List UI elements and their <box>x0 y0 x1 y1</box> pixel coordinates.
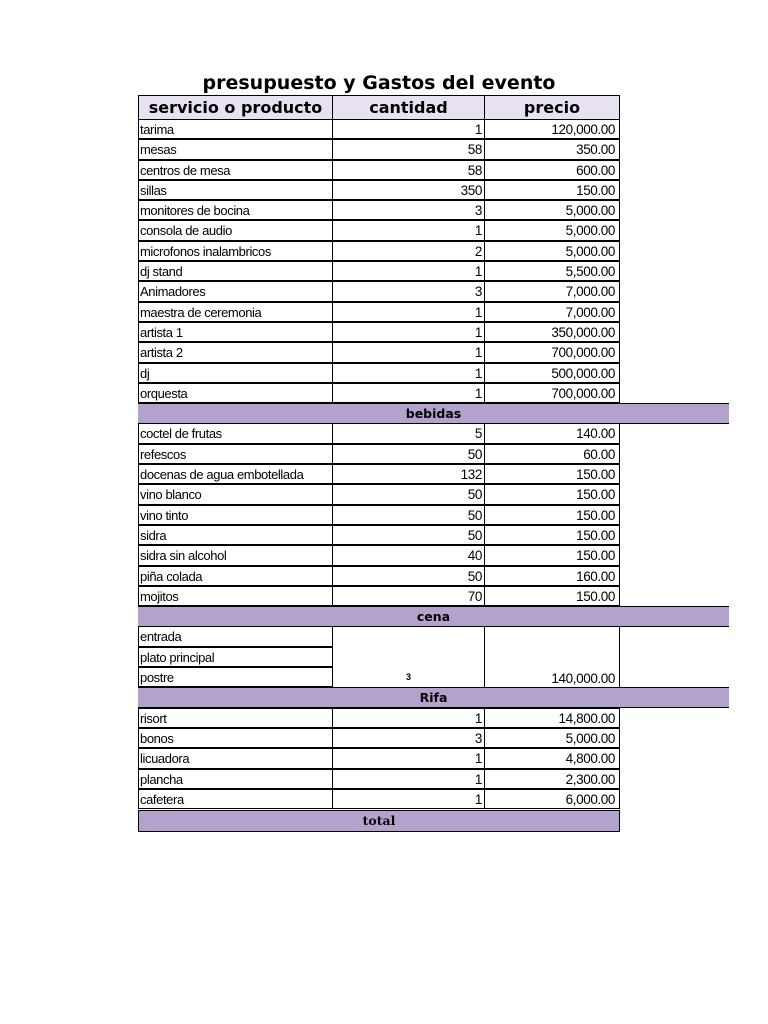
item-cell: vino tinto <box>138 505 333 525</box>
price-cell: 4,800.00 <box>484 748 620 768</box>
cena-item: postre <box>138 667 333 687</box>
qty-cell: 3 <box>332 281 485 301</box>
item-cell: coctel de frutas <box>138 423 333 443</box>
item-cell: tarima <box>138 119 333 139</box>
table-row <box>0 364 768 384</box>
table-row <box>0 770 768 790</box>
item-cell: artista 1 <box>138 322 333 342</box>
total-row <box>0 810 768 830</box>
qty-cell: 50 <box>332 566 485 586</box>
qty-cell: 50 <box>332 525 485 545</box>
table-row <box>0 140 768 160</box>
price-cell: 140.00 <box>484 423 620 443</box>
table-row <box>0 729 768 749</box>
item-cell: artista 2 <box>138 342 333 362</box>
table-row <box>0 546 768 566</box>
item-cell: risort <box>138 708 333 728</box>
item-cell: monitores de bocina <box>138 200 333 220</box>
section-rifa <box>0 688 768 708</box>
qty-cell: 3 <box>332 728 485 748</box>
price-cell: 120,000.00 <box>484 119 620 139</box>
bebidas-group <box>0 424 768 607</box>
qty-cell: 1 <box>332 322 485 342</box>
price-cell: 5,000.00 <box>484 241 620 261</box>
item-cell: licuadora <box>138 748 333 768</box>
section-cena-label: cena <box>138 606 729 627</box>
qty-cell: 2 <box>332 241 485 261</box>
cena-item: plato principal <box>138 647 333 667</box>
header-row <box>0 96 768 120</box>
table-row <box>0 282 768 302</box>
price-cell: 150.00 <box>484 505 620 525</box>
item-cell: consola de audio <box>138 220 333 240</box>
item-cell: Animadores <box>138 281 333 301</box>
qty-cell: 1 <box>332 302 485 322</box>
document-title: presupuesto y Gastos del evento <box>202 72 556 94</box>
section-bebidas-label: bebidas <box>138 403 729 424</box>
item-cell: bonos <box>138 728 333 748</box>
table-row <box>0 485 768 505</box>
qty-cell: 5 <box>332 423 485 443</box>
qty-cell: 1 <box>332 789 485 809</box>
price-cell: 7,000.00 <box>484 302 620 322</box>
cena-item: entrada <box>138 626 333 646</box>
qty-cell: 1 <box>332 220 485 240</box>
table-row <box>0 161 768 181</box>
services-group <box>0 120 768 404</box>
qty-cell: 70 <box>332 586 485 606</box>
qty-cell: 1 <box>332 708 485 728</box>
qty-cell: 50 <box>332 444 485 464</box>
price-cell: 5,500.00 <box>484 261 620 281</box>
price-cell: 150.00 <box>484 484 620 504</box>
item-cell: microfonos inalambricos <box>138 241 333 261</box>
item-cell: vino blanco <box>138 484 333 504</box>
item-cell: dj <box>138 363 333 383</box>
price-cell: 350.00 <box>484 139 620 159</box>
table-row <box>0 567 768 587</box>
table-row <box>0 120 768 140</box>
qty-cell: 1 <box>332 342 485 362</box>
price-cell: 5,000.00 <box>484 728 620 748</box>
table-row <box>0 384 768 404</box>
qty-cell: 1 <box>332 119 485 139</box>
qty-cell: 1 <box>332 363 485 383</box>
price-cell: 600.00 <box>484 160 620 180</box>
cena-price-cell <box>484 626 620 688</box>
qty-cell: 1 <box>332 383 485 403</box>
qty-cell: 350 <box>332 180 485 200</box>
section-bebidas <box>0 404 768 424</box>
section-cena <box>0 607 768 627</box>
item-cell: refescos <box>138 444 333 464</box>
price-cell: 350,000.00 <box>484 322 620 342</box>
table-row <box>0 465 768 485</box>
table-row <box>0 181 768 201</box>
table-row <box>0 201 768 221</box>
qty-cell: 50 <box>332 505 485 525</box>
item-cell: orquesta <box>138 383 333 403</box>
price-cell: 14,800.00 <box>484 708 620 728</box>
price-cell: 2,300.00 <box>484 769 620 789</box>
table-row <box>0 343 768 363</box>
item-cell: mojitos <box>138 586 333 606</box>
qty-cell: 50 <box>332 484 485 504</box>
table-row <box>0 262 768 282</box>
header-precio: precio <box>484 95 620 120</box>
price-cell: 7,000.00 <box>484 281 620 301</box>
item-cell: centros de mesa <box>138 160 333 180</box>
price-cell: 500,000.00 <box>484 363 620 383</box>
total-label: total <box>138 810 620 832</box>
item-cell: sidra sin alcohol <box>138 545 333 565</box>
cena-qty: 3 <box>332 626 485 688</box>
price-cell: 150.00 <box>484 180 620 200</box>
qty-cell: 132 <box>332 464 485 484</box>
qty-cell: 58 <box>332 139 485 159</box>
price-cell: 160.00 <box>484 566 620 586</box>
table-row <box>0 587 768 607</box>
table-row <box>0 749 768 769</box>
rifa-group <box>0 709 768 810</box>
cena-price: 140,000.00 <box>551 671 615 687</box>
price-cell: 150.00 <box>484 586 620 606</box>
cena-group <box>0 627 768 688</box>
table-row <box>0 424 768 444</box>
price-cell: 60.00 <box>484 444 620 464</box>
table-row <box>0 709 768 729</box>
table-row <box>0 445 768 465</box>
qty-cell: 1 <box>332 748 485 768</box>
price-cell: 150.00 <box>484 464 620 484</box>
price-cell: 700,000.00 <box>484 342 620 362</box>
item-cell: piña colada <box>138 566 333 586</box>
item-cell: docenas de agua embotellada <box>138 464 333 484</box>
qty-cell: 3 <box>332 200 485 220</box>
table-row <box>0 221 768 241</box>
item-cell: dj stand <box>138 261 333 281</box>
table-row <box>0 323 768 343</box>
qty-cell: 40 <box>332 545 485 565</box>
item-cell: cafetera <box>138 789 333 809</box>
header-cantidad: cantidad <box>332 95 485 120</box>
price-cell: 5,000.00 <box>484 200 620 220</box>
price-cell: 150.00 <box>484 525 620 545</box>
item-cell: maestra de ceremonia <box>138 302 333 322</box>
item-cell: mesas <box>138 139 333 159</box>
qty-cell: 1 <box>332 261 485 281</box>
qty-cell: 58 <box>332 160 485 180</box>
table-row <box>0 506 768 526</box>
section-rifa-label: Rifa <box>138 687 729 708</box>
item-cell: sillas <box>138 180 333 200</box>
table-row <box>0 790 768 810</box>
header-servicio: servicio o producto <box>138 95 333 120</box>
item-cell: plancha <box>138 769 333 789</box>
price-cell: 5,000.00 <box>484 220 620 240</box>
item-cell: sidra <box>138 525 333 545</box>
table-row <box>0 526 768 546</box>
budget-table <box>0 96 768 830</box>
table-row <box>0 242 768 262</box>
price-cell: 150.00 <box>484 545 620 565</box>
qty-cell: 1 <box>332 769 485 789</box>
price-cell: 6,000.00 <box>484 789 620 809</box>
table-row <box>0 303 768 323</box>
price-cell: 700,000.00 <box>484 383 620 403</box>
